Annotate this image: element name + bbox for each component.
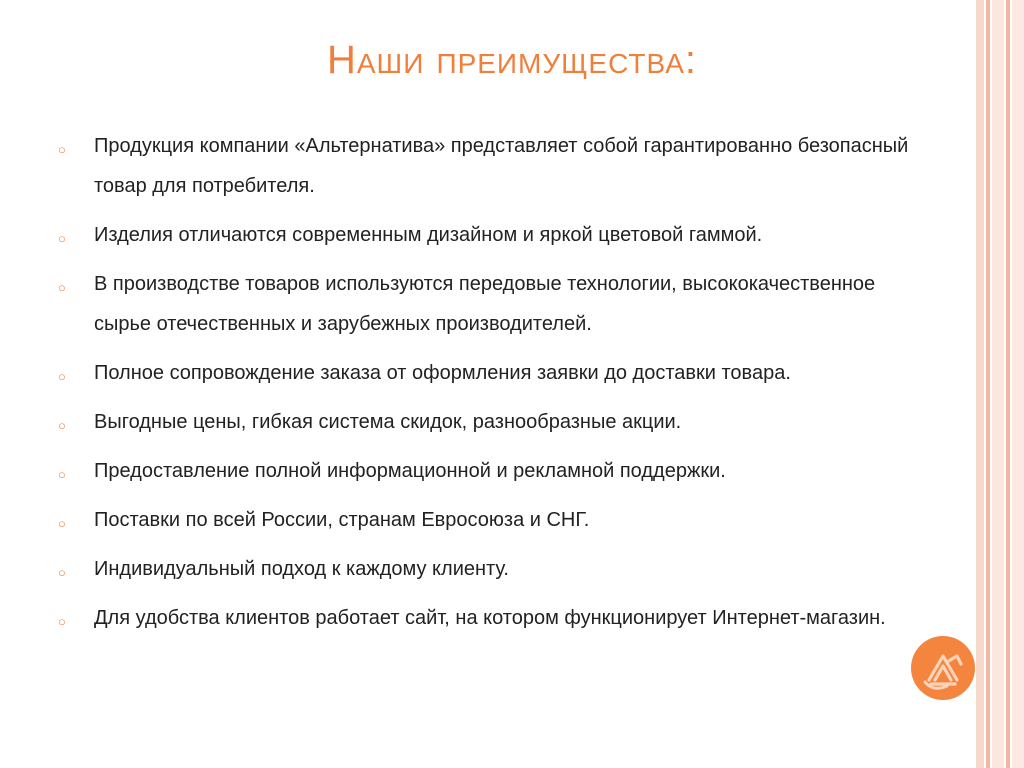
decorative-stripe bbox=[976, 0, 984, 768]
company-logo-icon bbox=[911, 636, 975, 700]
circle-bullet-icon: ○ bbox=[58, 418, 66, 433]
circle-bullet-icon: ○ bbox=[58, 142, 66, 157]
list-item bbox=[56, 264, 916, 344]
list-item bbox=[56, 353, 916, 393]
list-item bbox=[56, 215, 916, 255]
list-item-text: В производстве товаров используются передовые технологии, высококачественное сырье отечественных и зарубежных производителей. bbox=[94, 273, 876, 335]
list-item-text: Изделия отличаются современным дизайном и яркой цветовой гаммой. bbox=[94, 224, 763, 246]
circle-bullet-icon: ○ bbox=[58, 280, 66, 295]
advantages-list bbox=[56, 126, 916, 647]
circle-bullet-icon: ○ bbox=[58, 614, 66, 629]
list-item-text: Предоставление полной информационной и рекламной поддержки. bbox=[94, 460, 726, 482]
circle-bullet-icon: ○ bbox=[58, 565, 66, 580]
list-item bbox=[56, 549, 916, 589]
decorative-stripe bbox=[1012, 0, 1024, 768]
list-item bbox=[56, 451, 916, 491]
circle-bullet-icon: ○ bbox=[58, 231, 66, 246]
list-item bbox=[56, 126, 916, 206]
list-item-text: Поставки по всей России, странам Евросоюза и СНГ. bbox=[94, 509, 590, 531]
list-item-text: Индивидуальный подход к каждому клиенту. bbox=[94, 558, 509, 580]
list-item bbox=[56, 500, 916, 540]
list-item-text: Продукция компании «Альтернатива» представляет собой гарантированно безопасный товар для потребителя. bbox=[94, 135, 909, 197]
circle-bullet-icon: ○ bbox=[58, 516, 66, 531]
decorative-stripe bbox=[1006, 0, 1010, 768]
circle-bullet-icon: ○ bbox=[58, 467, 66, 482]
decorative-stripe bbox=[992, 0, 1004, 768]
list-item bbox=[56, 402, 916, 442]
list-item-text: Выгодные цены, гибкая система скидок, разнообразные акции. bbox=[94, 411, 682, 433]
list-item-text: Для удобства клиентов работает сайт, на котором функционирует Интернет-магазин. bbox=[94, 607, 886, 629]
decorative-stripe bbox=[986, 0, 990, 768]
circle-bullet-icon: ○ bbox=[58, 369, 66, 384]
list-item bbox=[56, 598, 916, 638]
slide-title: Наши преимущества: bbox=[326, 38, 698, 82]
list-item-text: Полное сопровождение заказа от оформления заявки до доставки товара. bbox=[94, 362, 791, 384]
